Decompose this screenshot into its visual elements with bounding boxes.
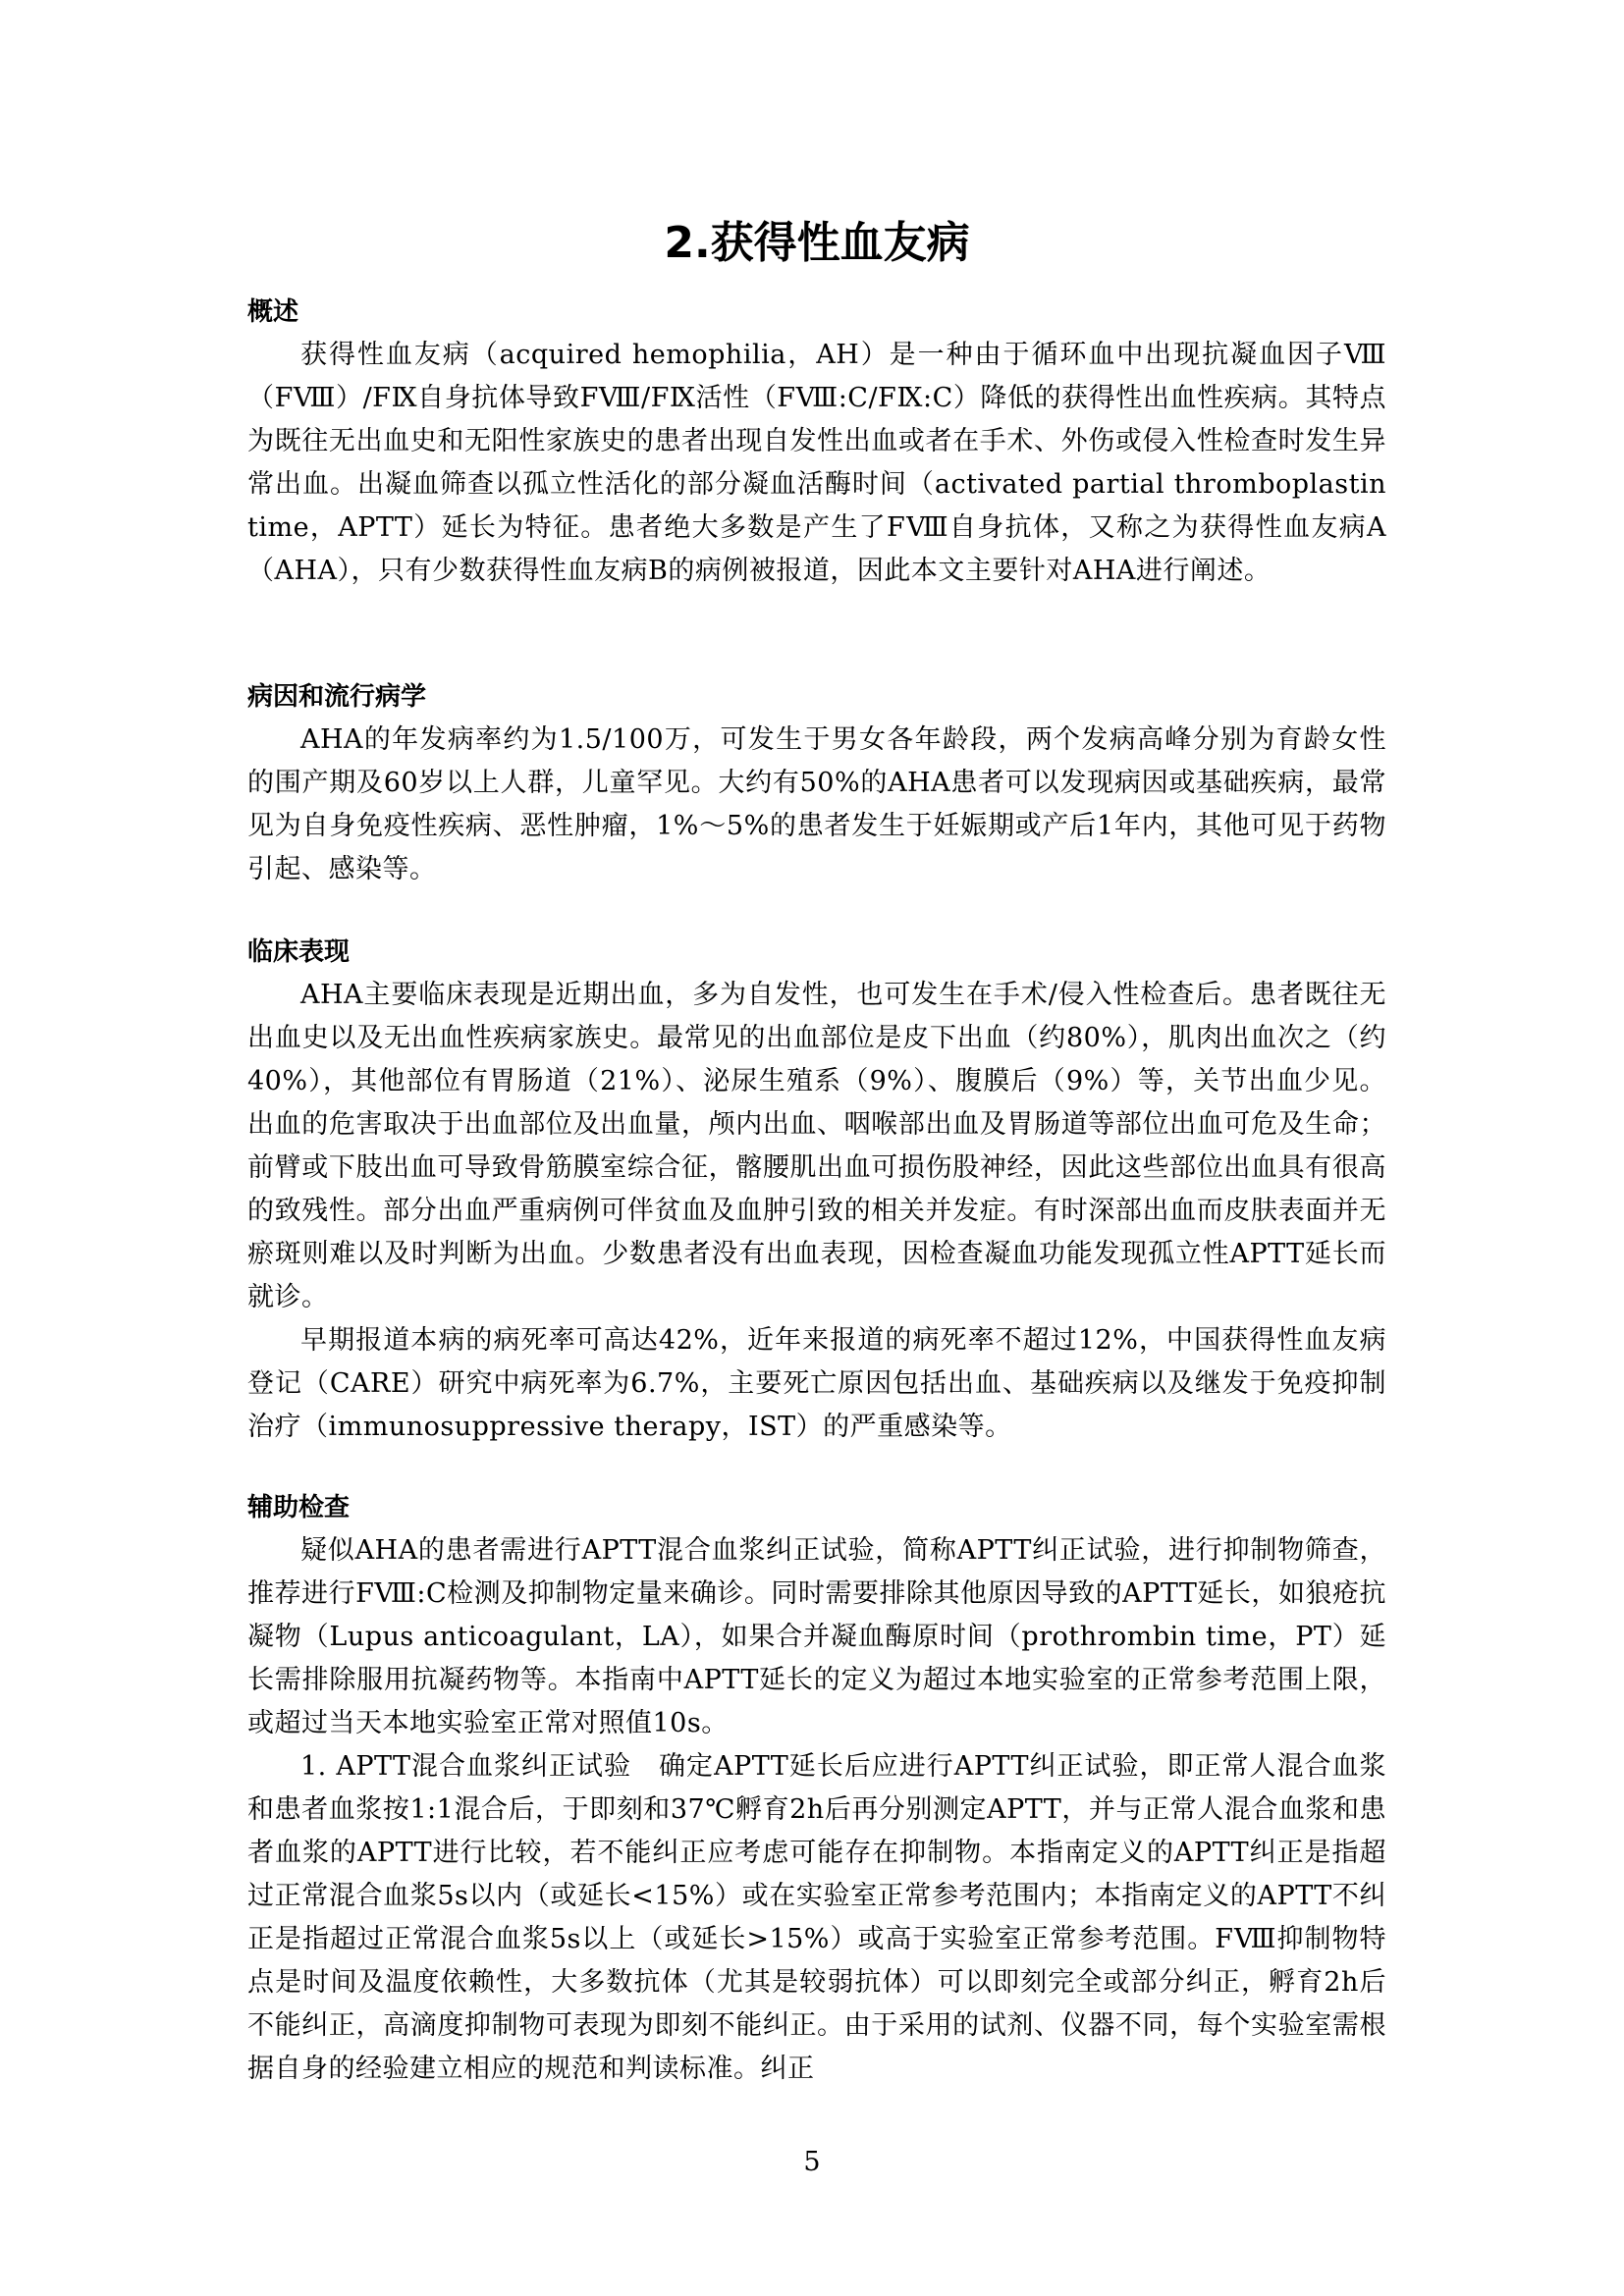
section-overview <box>247 291 1386 593</box>
document-title: 2.获得性血友病 <box>664 218 970 268</box>
page-number: 5 <box>803 2147 821 2177</box>
section-etiology <box>247 675 1386 891</box>
section-heading: 辅助检查 <box>247 1493 351 1522</box>
paragraph: AHA主要临床表现是近期出血，多为自发性，也可发生在手术/侵入性检查后。患者既往无出血史以及无出血性疾病家族史。最常见的出血部位是皮下出血（约80%），肌肉出血次之（约40%），其他部位有胃肠道（21%）、泌尿生殖系（9%）、腹膜后（9%）等，关节出血少见。出血的危害取决于出血部位及出血量，颅内出血、咽喉部出血及胃肠道等部位出血可危及生命；前臂或下肢出血可导致骨筋膜室综合征，髂腰肌出血可损伤股神经，因此这些部位出血具有很高的致残性。部分出血严重病例可伴贫血及血肿引致的相关并发症。有时深部出血而皮肤表面并无瘀斑则难以及时判断为出血。少数患者没有出血表现，因检查凝血功能发现孤立性APTT延长而就诊。 <box>247 980 1386 1312</box>
paragraph: AHA的年发病率约为1.5/100万，可发生于男女各年龄段，两个发病高峰分别为育龄女性的围产期及60岁以上人群，儿童罕见。大约有50%的AHA患者可以发现病因或基础疾病，最常见为自身免疫性疾病、恶性肿瘤，1%～5%的患者发生于妊娠期或产后1年内，其他可见于药物引起、感染等。 <box>247 724 1386 884</box>
paragraph: 获得性血友病（acquired hemophilia，AH）是一种由于循环血中出现抗凝血因子Ⅷ（FⅧ）/FⅨ自身抗体导致FⅧ/FⅨ活性（FⅧ:C/FⅨ:C）降低的获得性出血性疾病。其特点为既往无出血史和无阳性家族史的患者出现自发性出血或者在手术、外伤或侵入性检查时发生异常出血。出凝血筛查以孤立性活化的部分凝血活酶时间（activated partial thromboplastin time，APTT）延长为特征。患者绝大多数是产生了FⅧ自身抗体，又称之为获得性血友病A（AHA），只有少数获得性血友病B的病例被报道，因此本文主要针对AHA进行阐述。 <box>247 340 1386 586</box>
paragraph: 疑似AHA的患者需进行APTT混合血浆纠正试验，简称APTT纠正试验，进行抑制物筛查，推荐进行FⅧ:C检测及抑制物定量来确诊。同时需要排除其他原因导致的APTT延长，如狼疮抗凝物（Lupus anticoagulant，LA），如果合并凝血酶原时间（prothrombin time，PT）延长需排除服用抗凝药物等。本指南中APTT延长的定义为超过本地实验室的正常参考范围上限，或超过当天本地实验室正常对照值10s。 <box>247 1535 1386 1738</box>
paragraph: 1. APTT混合血浆纠正试验 确定APTT延长后应进行APTT纠正试验，即正常人混合血浆和患者血浆按1:1混合后，于即刻和37℃孵育2h后再分别测定APTT，并与正常人混合血浆和患者血浆的APTT进行比较，若不能纠正应考虑可能存在抑制物。本指南定义的APTT纠正是指超过正常混合血浆5s以内（或延长<15%）或在实验室正常参考范围内；本指南定义的APTT不纠正是指超过正常混合血浆5s以上（或延长>15%）或高于实验室正常参考范围。FⅧ抑制物特点是时间及温度依赖性，大多数抗体（尤其是较弱抗体）可以即刻完全或部分纠正，孵育2h后不能纠正，高滴度抑制物可表现为即刻不能纠正。由于采用的试剂、仪器不同，每个实验室需根据自身的经验建立相应的规范和判读标准。纠正 <box>247 1751 1386 2084</box>
paragraph: 早期报道本病的病死率可高达42%，近年来报道的病死率不超过12%，中国获得性血友病登记（CARE）研究中病死率为6.7%，主要死亡原因包括出血、基础疾病以及继发于免疫抑制治疗（immunosuppressive therapy，IST）的严重感染等。 <box>247 1325 1386 1442</box>
section-clinical <box>247 931 1386 1449</box>
section-heading: 病因和流行病学 <box>247 682 427 712</box>
section-tests <box>247 1486 1386 2091</box>
section-heading: 概述 <box>247 297 299 327</box>
section-heading: 临床表现 <box>247 937 351 967</box>
